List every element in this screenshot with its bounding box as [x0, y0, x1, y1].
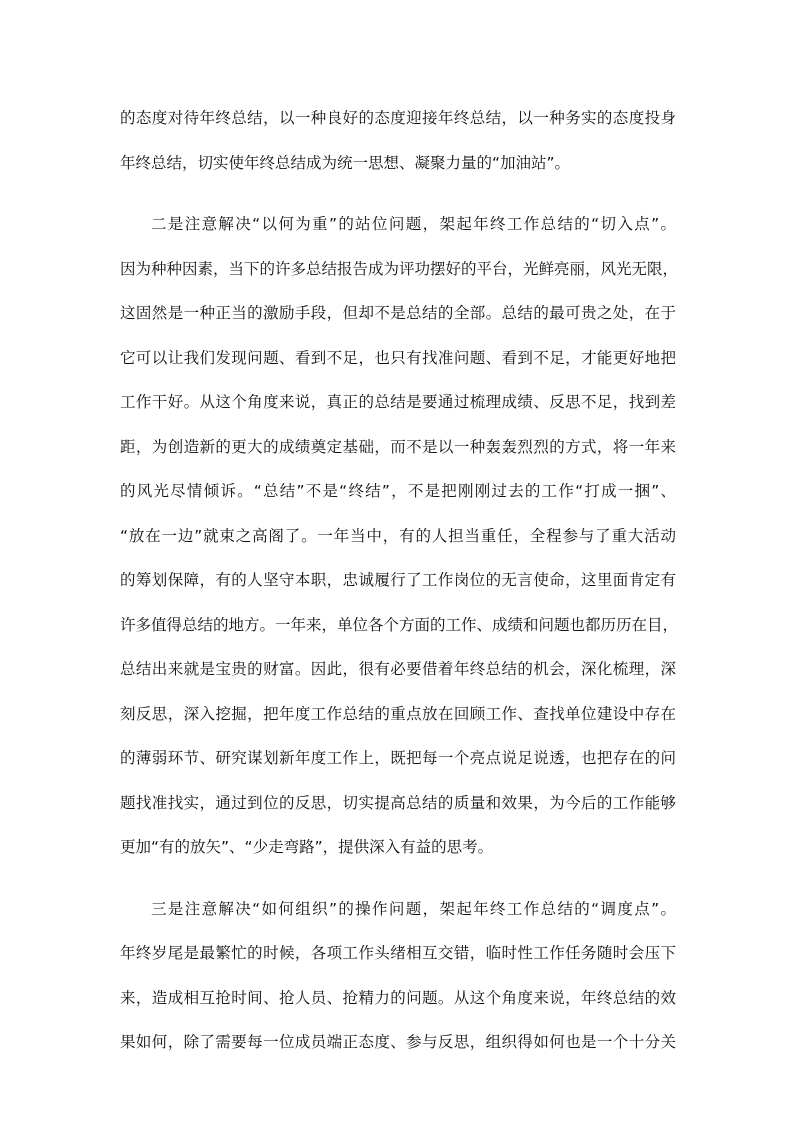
text-line: 工作干好。从这个角度来说，真正的总结是要通过梳理成绩、反思不足，找到差: [120, 393, 676, 411]
text-line: 三是注意解决“如何组织”的操作问题，架起年终工作总结的“调度点”。: [151, 899, 676, 918]
text-line: 距，为创造新的更大的成绩奠定基础，而不是以一种轰轰烈烈的方式，将一年来: [120, 437, 676, 456]
document-page: [120, 96, 679, 1065]
text-line: 更加“有的放矢”、“少走弯路”，提供深入有益的思考。: [120, 838, 494, 856]
text-line: 的态度对待年终总结，以一种良好的态度迎接年终总结，以一种务实的态度投身: [120, 109, 676, 127]
paragraph-gap: [120, 870, 676, 887]
text-line: 这固然是一种正当的激励手段，但却不是总结的全部。总结的最可贵之处，在于: [120, 304, 676, 322]
text-line: 题找准找实，通过到位的反思，切实提高总结的质量和效果，为今后的工作能够: [120, 793, 676, 812]
text-line: 的筹划保障，有的人坚守本职，忠诚履行了工作岗位的无言使命，这里面肯定有: [120, 571, 676, 589]
text-line: 来，造成相互抢时间、抢人员、抢精力的问题。从这个角度来说，年终总结的效: [120, 988, 676, 1007]
paragraph-3: [120, 887, 676, 1065]
text-line: 年终岁尾是最繁忙的时候，各项工作头绪相互交错，临时性工作任务随时会压下: [120, 944, 676, 962]
text-line: 果如何，除了需要每一位成员端正态度、参与反思，组织得如何也是一个十分关: [120, 1033, 676, 1051]
text-line: 年终总结，切实使年终总结成为统一思想、凝聚力量的“加油站”。: [120, 153, 571, 172]
text-line: 的风光尽情倾诉。“总结”不是“终结”，不是把刚刚过去的工作“打成一捆”、: [120, 482, 676, 500]
paragraph-gap: [120, 185, 676, 202]
text-line: 二是注意解决“以何为重”的站位问题，架起年终工作总结的“切入点”。: [151, 215, 676, 233]
paragraph-2: [120, 202, 679, 870]
text-line: 的薄弱环节、研究谋划新年度工作上，既把每一个亮点说足说透，也把存在的问: [120, 749, 676, 767]
text-line: 它可以让我们发现问题、看到不足，也只有找准问题、看到不足，才能更好地把: [120, 348, 676, 367]
text-line: 许多值得总结的地方。一年来，单位各个方面的工作、成绩和问题也都历历在目，: [120, 615, 679, 634]
text-line: “放在一边”就束之高阁了。一年当中，有的人担当重任，全程参与了重大活动: [120, 526, 676, 545]
text-line: 因为种种因素，当下的许多总结报告成为评功摆好的平台，光鲜亮丽，风光无限，: [120, 259, 679, 278]
text-line: 总结出来就是宝贵的财富。因此，很有必要借着年终总结的机会，深化梳理，深: [120, 660, 676, 678]
paragraph-1: [120, 96, 676, 185]
text-line: 刻反思，深入挖掘，把年度工作总结的重点放在回顾工作、查找单位建设中存在: [120, 704, 676, 723]
